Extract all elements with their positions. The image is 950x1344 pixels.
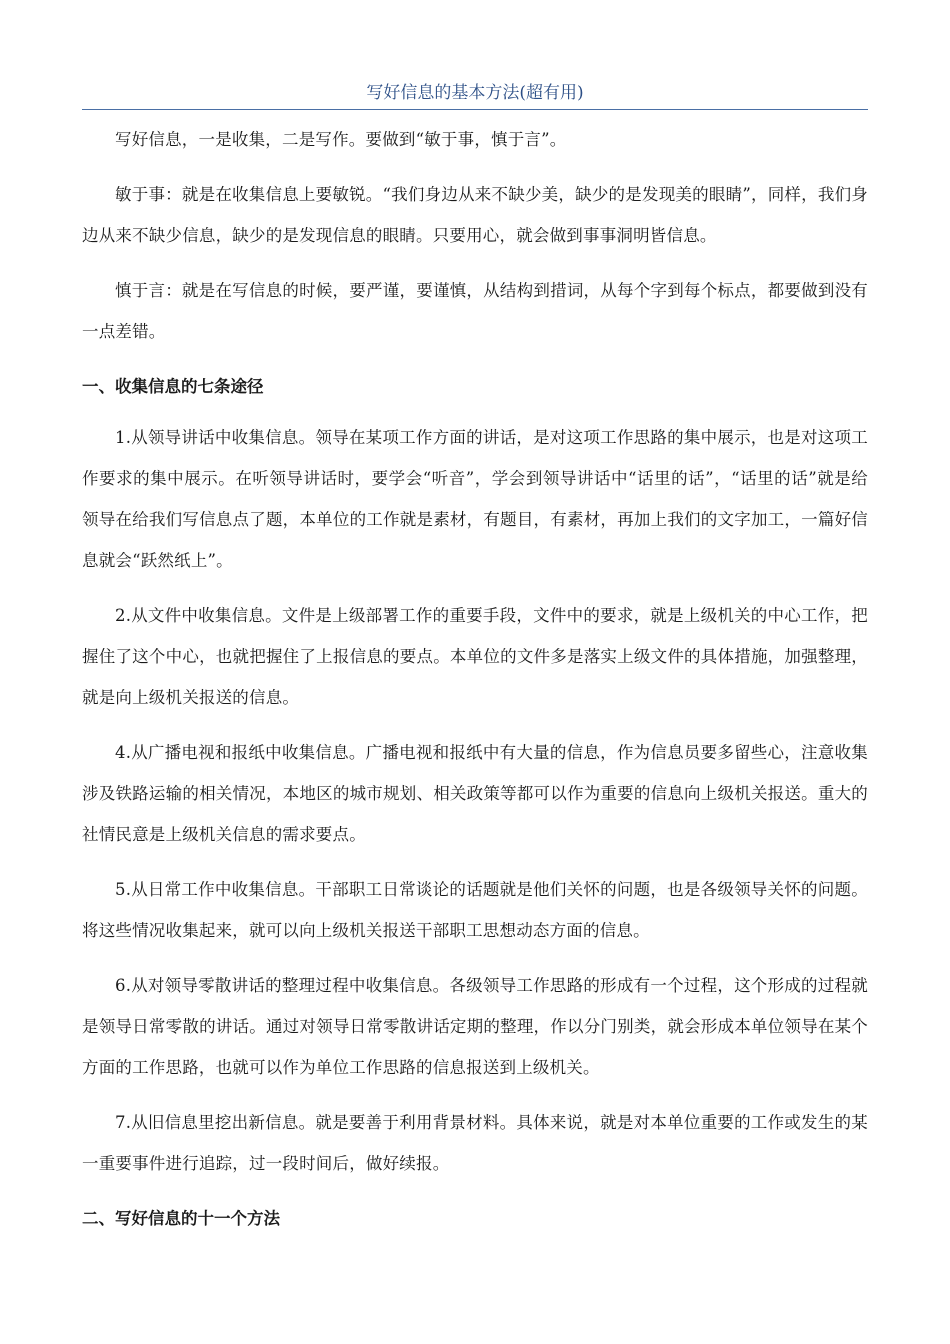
intro-paragraph: 写好信息，一是收集，二是写作。要做到“敏于事，慎于言”。 bbox=[115, 130, 567, 149]
list-item: 1.从领导讲话中收集信息。领导在某项工作方面的讲话，是对这项工作思路的集中展示，也是对这项工作要求的集中展示。在听领导讲话时，要学会“听音”，学会到领导讲话中“话里的话”，“话里的话”就是给领导在给我们写信息点了题，本单位的工作就是素材，有题目，有素材，再加上我们的文字加工，一篇好信息就会“跃然纸上”。 bbox=[82, 428, 868, 570]
intro-paragraph: 慎于言：就是在写信息的时候，要严谨，要谨慎，从结构到措词，从每个字到每个标点，都要做到没有一点差错。 bbox=[82, 281, 868, 341]
document-title: 写好信息的基本方法(超有用) bbox=[366, 83, 584, 103]
list-item: 5.从日常工作中收集信息。干部职工日常谈论的话题就是他们关怀的问题，也是各级领导关怀的问题。将这些情况收集起来，就可以向上级机关报送干部职工思想动态方面的信息。 bbox=[82, 880, 868, 940]
section-heading: 一、收集信息的七条途径 bbox=[82, 377, 264, 396]
list-item: 2.从文件中收集信息。文件是上级部署工作的重要手段，文件中的要求，就是上级机关的中心工作，把握住了这个中心，也就把握住了上报信息的要点。本单位的文件多是落实上级文件的具体措施，加强整理，就是向上级机关报送的信息。 bbox=[82, 606, 868, 707]
document-page bbox=[82, 78, 868, 1249]
list-item: 4.从广播电视和报纸中收集信息。广播电视和报纸中有大量的信息，作为信息员要多留些心，注意收集涉及铁路运输的相关情况，本地区的城市规划、相关政策等都可以作为重要的信息向上级机关报送。重大的社情民意是上级机关信息的需求要点。 bbox=[82, 743, 868, 844]
section-heading: 二、写好信息的十一个方法 bbox=[82, 1209, 280, 1228]
document-body bbox=[82, 119, 868, 1239]
list-item: 6.从对领导零散讲话的整理过程中收集信息。各级领导工作思路的形成有一个过程，这个形成的过程就是领导日常零散的讲话。通过对领导日常零散讲话定期的整理，作以分门别类，就会形成本单位领导在某个方面的工作思路，也就可以作为单位工作思路的信息报送到上级机关。 bbox=[82, 976, 868, 1077]
document-header bbox=[82, 78, 868, 110]
list-item: 7.从旧信息里挖出新信息。就是要善于利用背景材料。具体来说，就是对本单位重要的工作或发生的某一重要事件进行追踪，过一段时间后，做好续报。 bbox=[82, 1113, 868, 1173]
intro-paragraph: 敏于事：就是在收集信息上要敏锐。“我们身边从来不缺少美，缺少的是发现美的眼睛”，同样，我们身边从来不缺少信息，缺少的是发现信息的眼睛。只要用心，就会做到事事洞明皆信息。 bbox=[82, 185, 868, 245]
